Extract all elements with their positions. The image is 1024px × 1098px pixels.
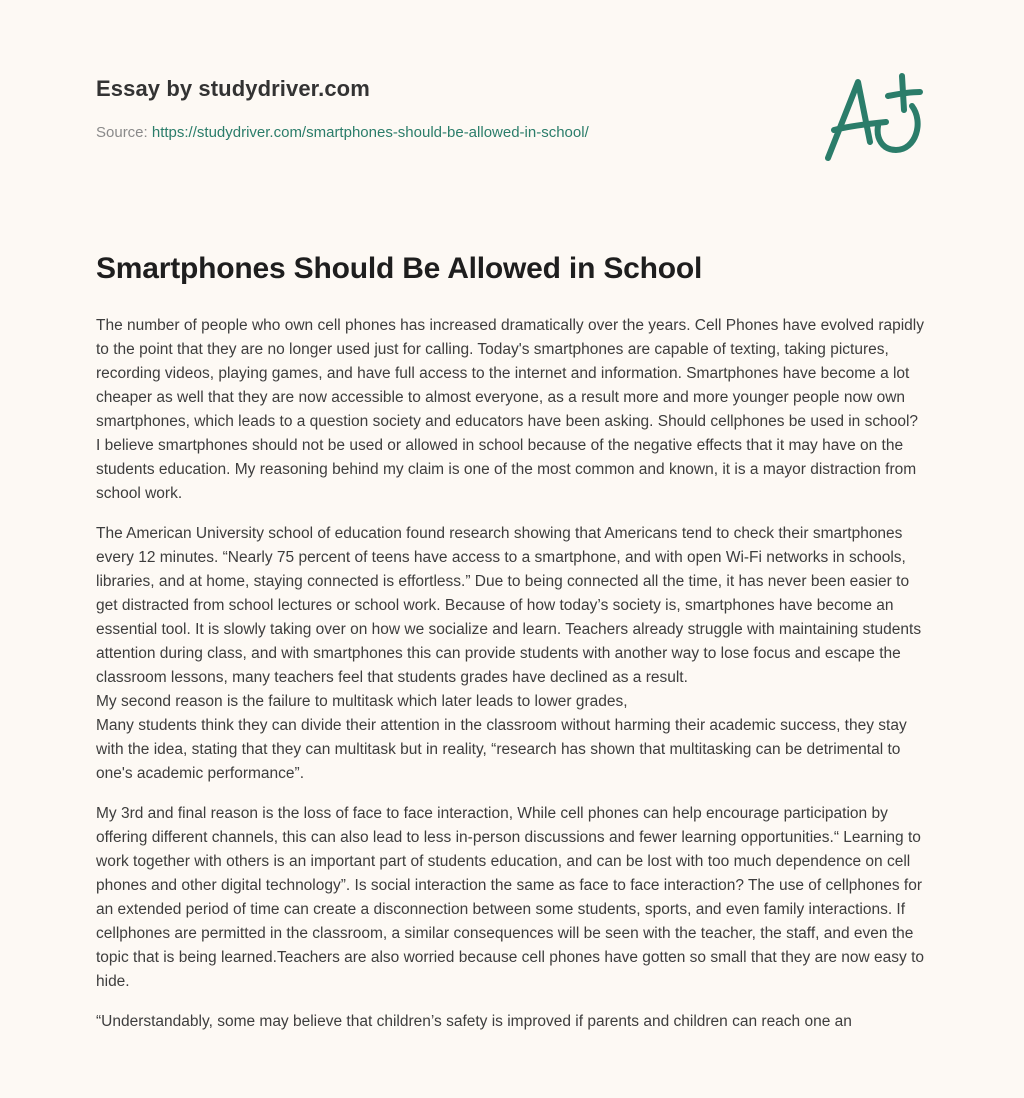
paragraph bbox=[96, 314, 932, 506]
source-line bbox=[96, 124, 589, 141]
page-header bbox=[0, 0, 1024, 220]
paragraph-line: The number of people who own cell phones has increased dramatically over the years. Cell Phones have evolved rapidly to the point that they are no longer used just for calling. Today's smartphones are capable of texting, taking pictures, recording videos, playing games, and have full access to the internet and information. Smartphones have become a lot cheaper as well that they are now accessible to almost everyone, as a result more and more younger people now own smartphones, which leads to a question society and educators have been asking. Should cellphones be used in school? bbox=[96, 317, 924, 430]
paragraph-line: Many students think they can divide their attention in the classroom without harming their academic success, they stay with the idea, stating that they can multitask but in reality, “research has shown that multitasking can be detrimental to one's academic performance”. bbox=[96, 717, 907, 782]
brand-title: Essay by studydriver.com bbox=[96, 76, 370, 101]
article-body bbox=[96, 314, 932, 1050]
paragraph-line: My 3rd and final reason is the loss of face to face interaction, While cell phones can help encourage participation by offering different channels, this can also lead to less in-person discussions and fewer learning opportunities.“ Learning to work together with others is an important part of students education, and can be lost with too much dependence on cell phones and other digital technology”. Is social interaction the same as face to face interaction? The use of cellphones for an extended period of time can create a disconnection between some students, sports, and even family interactions. If cellphones are permitted in the classroom, a similar consequences will be seen with the teacher, the staff, and even the topic that is being learned.Teachers are also worried because cell phones have gotten so small that they are now easy to hide. bbox=[96, 805, 925, 990]
article-title: Smartphones Should Be Allowed in School bbox=[96, 252, 703, 285]
paragraph-line: The American University school of education found research showing that Americans tend to check their smartphones every 12 minutes. “Nearly 75 percent of teens have access to a smartphone, and with open Wi-Fi networks in schools, libraries, and at home, staying connected is effortless.” Due to being connected all the time, it has never been easier to get distracted from school lectures or school work. Because of how today’s society is, smartphones have become an essential tool. It is slowly taking over on how we socialize and learn. Teachers already struggle with maintaining students attention during class, and with smartphones this can provide students with another way to lose focus and escape the classroom lessons, many teachers feel that students grades have declined as a result. bbox=[96, 525, 922, 686]
paragraph bbox=[96, 1010, 932, 1034]
paragraph-line: I believe smartphones should not be used or allowed in school because of the negative effects that it may have on the students education. My reasoning behind my claim is one of the most common and known, it is a mayor distraction from school work. bbox=[96, 437, 917, 502]
paragraph bbox=[96, 802, 932, 994]
source-label: Source: bbox=[96, 124, 152, 141]
source-link[interactable]: https://studydriver.com/smartphones-should-be-allowed-in-school/ bbox=[151, 124, 589, 141]
paragraph bbox=[96, 522, 932, 786]
paragraph-line: My second reason is the failure to multitask which later leads to lower grades, bbox=[96, 693, 628, 710]
a-plus-grade-icon bbox=[820, 66, 930, 166]
paragraph-line: “Understandably, some may believe that children’s safety is improved if parents and children can reach one an bbox=[96, 1013, 852, 1030]
